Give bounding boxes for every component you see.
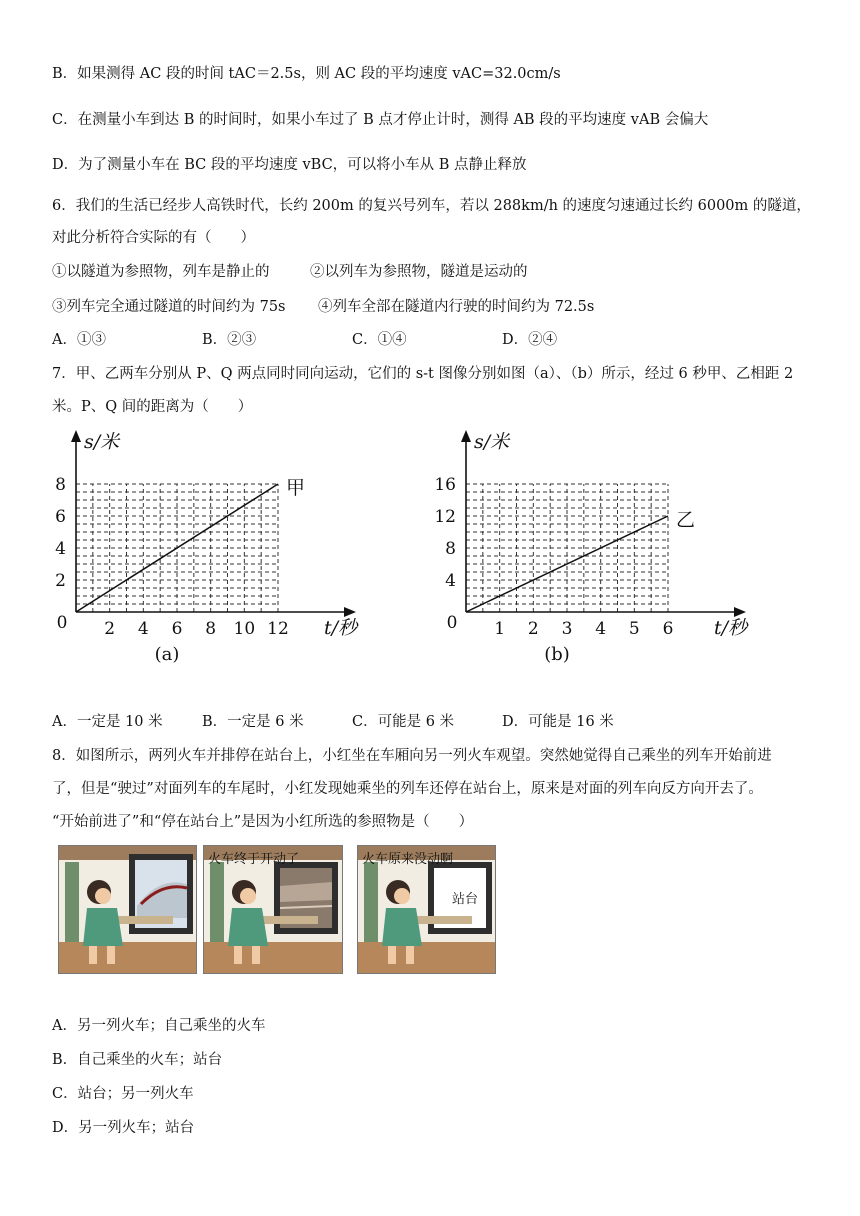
x-axis-arrow: [344, 607, 356, 617]
q5-option-c: C．在测量小车到达 B 的时间时，如果小车过了 B 点才停止计时，测得 AB 段的平均速度 vAB 会偏大: [52, 112, 709, 128]
y-axis-arrow: [71, 430, 81, 442]
y-tick-label: 16: [434, 475, 456, 495]
chart-a: [40, 420, 370, 670]
x-tick-label: 5: [628, 619, 640, 639]
q7-option-d: D．可能是 16 米: [502, 714, 614, 730]
origin-label: 0: [56, 613, 68, 633]
x-axis-arrow: [734, 607, 746, 617]
q7-option-a: A．一定是 10 米: [52, 714, 163, 730]
y-tick-label: 2: [55, 571, 66, 591]
q7-option-b: B．一定是 6 米: [202, 714, 304, 730]
q7-stem-line-1: 7．甲、乙两车分别从 P、Q 两点同时同向运动，它们的 s-t 图像分别如图（a）、（b）所示，经过 6 秒甲、乙相距 2: [52, 366, 794, 382]
y-axis-label: s/米: [84, 431, 120, 453]
q8-option-b: B．自己乘坐的火车；站台: [52, 1052, 223, 1068]
y-tick-label: 8: [55, 475, 66, 495]
x-tick-label: 2: [527, 619, 539, 639]
q5-option-d: D．为了测量小车在 BC 段的平均速度 vBC，可以将小车从 B 点静止释放: [52, 157, 527, 173]
y-tick-label: 4: [445, 571, 456, 591]
comic-panel-2: [203, 845, 343, 974]
q7-option-c: C．可能是 6 米: [352, 714, 455, 730]
x-axis-label: t/秒: [714, 617, 748, 639]
x-tick-label: 10: [233, 619, 256, 639]
chart-b: [430, 420, 760, 670]
origin-label: 0: [446, 613, 458, 633]
x-tick-label: 12: [267, 619, 289, 639]
q6-option-c: C．①④: [352, 332, 407, 348]
q6-option-a: A．①③: [52, 332, 106, 348]
q6-stem-line-1: 6．我们的生活已经步人高铁时代，长约 200m 的复兴号列车，若以 288km/h 的速度匀速通过长约 6000m 的隧道，: [52, 198, 811, 214]
x-tick-label: 2: [104, 619, 116, 639]
x-tick-label: 6: [662, 619, 674, 639]
q8-stem-line-1: 8．如图所示，两列火车并排停在站台上，小红坐在车厢向另一列火车观望。突然她觉得自己乘坐的列车开始前进: [52, 748, 772, 764]
x-tick-label: 6: [171, 619, 183, 639]
x-tick-label: 8: [205, 619, 217, 639]
q6-statement-4: ④列车全部在隧道内行驶的时间约为 72.5s: [318, 299, 595, 315]
x-tick-label: 4: [137, 619, 149, 639]
y-tick-label: 12: [434, 507, 456, 527]
comic-panel-3: [357, 845, 496, 974]
chart-caption: (b): [544, 644, 570, 665]
q6-stem-line-2: 对此分析符合实际的有（ ）: [52, 230, 255, 246]
panel-2-caption: 火车终于开动了: [208, 852, 300, 867]
y-tick-label: 6: [55, 507, 66, 527]
series-label: 甲: [286, 477, 306, 499]
q5-option-b: B．如果测得 AC 段的时间 tAC＝2.5s，则 AC 段的平均速度 vAC=32.0cm/s: [52, 66, 561, 82]
y-tick-label: 8: [445, 539, 456, 559]
comic-panel-1: [58, 845, 197, 974]
y-tick-label: 4: [55, 539, 66, 559]
q6-statement-2: ②以列车为参照物，隧道是运动的: [310, 264, 528, 280]
x-axis-label: t/秒: [324, 617, 358, 639]
q6-statement-3: ③列车完全通过隧道的时间约为 75s: [52, 299, 286, 315]
x-tick-label: 4: [595, 619, 607, 639]
q8-option-c: C．站台；另一列火车: [52, 1086, 194, 1102]
q7-stem-line-2: 米。P、Q 间的距离为（ ）: [52, 399, 253, 415]
q8-stem-line-2: 了，但是“驶过”对面列车的车尾时，小红发现她乘坐的列车还停在站台上，原来是对面的列车向反方向开去了。: [52, 781, 763, 797]
chart-caption: (a): [154, 644, 180, 665]
q6-option-d: D．②④: [502, 332, 558, 348]
q8-stem-line-3: “开始前进了”和“停在站台上”是因为小红所选的参照物是（ ）: [52, 814, 474, 830]
q6-statement-1: ①以隧道为参照物，列车是静止的: [52, 264, 270, 280]
y-axis-label: s/米: [474, 431, 510, 453]
panel-3-caption: 火车原来没动啊: [362, 852, 454, 867]
platform-sign: 站台: [452, 892, 479, 907]
girl-looking-at-train-illustration: [59, 846, 196, 973]
q8-option-d: D．另一列火车；站台: [52, 1120, 195, 1136]
x-tick-label: 1: [494, 619, 506, 639]
q8-option-a: A．另一列火车；自己乘坐的火车: [52, 1018, 266, 1034]
x-tick-label: 3: [561, 619, 573, 639]
y-axis-arrow: [461, 430, 471, 442]
q6-option-b: B．②③: [202, 332, 257, 348]
series-label: 乙: [676, 509, 696, 531]
